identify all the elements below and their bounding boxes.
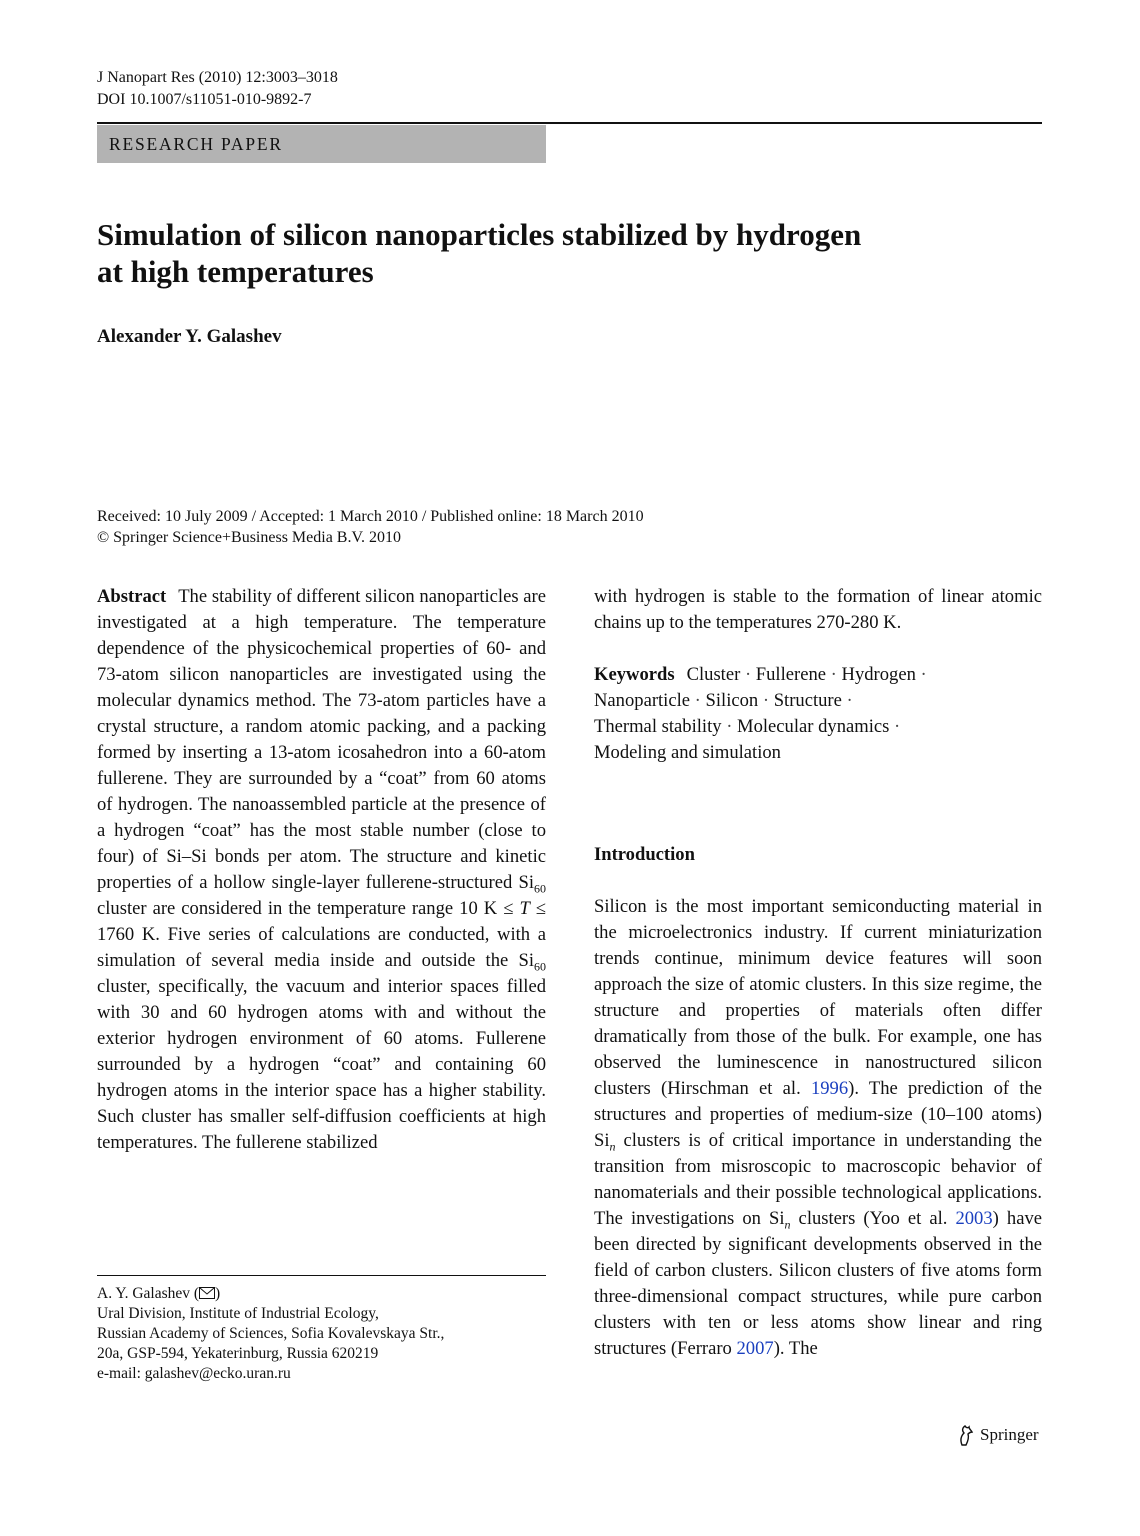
keyword: Cluster <box>686 664 741 685</box>
journal-citation: J Nanopart Res (2010) 12:3003–3018 <box>97 69 338 86</box>
keyword: Silicon <box>705 690 759 711</box>
publication-history <box>97 506 644 548</box>
copyright: © Springer Science+Business Media B.V. 2010 <box>97 529 401 546</box>
title-line-2: at high temperatures <box>97 254 374 289</box>
footnote-author: A. Y. Galashev ( <box>97 1285 200 1302</box>
footnote-rule <box>97 1275 546 1276</box>
keyword: Nanoparticle <box>594 690 691 711</box>
publisher-name: Springer <box>980 1425 1039 1444</box>
abstract-label: Abstract <box>97 586 167 607</box>
affiliation-line: Ural Division, Institute of Industrial Ecology, <box>97 1305 379 1322</box>
keywords: Keywords Cluster · Fullerene · Hydrogen · Nanoparticle · Silicon · Structure · Thermal stability · Molecular dynamics · Modeling and simulation <box>594 664 927 763</box>
introduction-heading: Introduction <box>594 844 695 865</box>
doi: DOI 10.1007/s11051-010-9892-7 <box>97 91 312 108</box>
citation-link[interactable]: 1996 <box>810 1078 849 1099</box>
keyword: Thermal stability <box>594 716 722 737</box>
keyword: Modeling and simulation <box>594 742 781 763</box>
header-rule <box>97 122 1042 124</box>
keyword: Hydrogen <box>841 664 916 685</box>
envelope-icon <box>199 1287 215 1299</box>
affiliation-line: Russian Academy of Sciences, Sofia Kovalevskaya Str., <box>97 1325 445 1342</box>
title-line-1: Simulation of silicon nanoparticles stabilized by hydrogen <box>97 217 862 252</box>
journal-header <box>97 67 338 111</box>
abstract: Abstract The stability of different silicon nanoparticles are investigated at a high temperature. The temperature dependence of the physicochemical properties of 60- and 73-atom silicon nanoparticles are investigated using the molecular dynamics method. The 73-atom particles have a crystal structure, a random atomic packing, and a packing formed by inserting a 13-atom icosahedron into a 60-atom fullerene. They are surrounded by a “coat” from 60 atoms of hydrogen. The nanoassembled particle at the presence of a hydrogen “coat” has the most stable number (close to four) of Si–Si bonds per atom. The structure and kinetic properties of a hollow single-layer fullerene-structured $Si_{60}$ cluster are considered in the temperature range 10 K ≤ T ≤ 1760 K. Five series of calculations are conducted, with a simulation of several media inside and outside the $Si_{60}$ cluster, specifically, the vacuum and interior spaces filled with 30 and 60 hydrogen atoms with and without the exterior hydrogen environment of 60 atoms. Fullerene surrounded by a hydrogen “coat” and containing 60 hydrogen atoms in the interior space has a higher stability. Such cluster has smaller self-diffusion coefficients at high temperatures. The fullerene stabilized <box>97 586 547 1153</box>
abstract-continued: with hydrogen is stable to the formation of linear atomic chains up to the temperatures 270-280 K. <box>594 586 1042 633</box>
paper-title <box>97 216 997 290</box>
springer-horse-icon <box>956 1424 976 1446</box>
citation-link[interactable]: 2003 <box>955 1208 993 1229</box>
keywords-label: Keywords <box>594 664 675 685</box>
keyword: Fullerene <box>755 664 827 685</box>
publisher-logo <box>956 1424 1039 1446</box>
history-dates: Received: 10 July 2009 / Accepted: 1 March 2010 / Published online: 18 March 2010 <box>97 508 644 525</box>
keyword: Molecular dynamics <box>737 716 890 737</box>
affiliation-line: 20a, GSP-594, Yekaterinburg, Russia 620219 <box>97 1345 379 1362</box>
keyword: Structure <box>773 690 842 711</box>
citation-link[interactable]: 2007 <box>736 1338 774 1359</box>
article-type-badge: RESEARCH PAPER <box>97 125 546 163</box>
author-affiliation: A. Y. Galashev ( ) Ural Division, Institute of Industrial Ecology, Russian Academy of Sciences, Sofia Kovalevskaya Str., 20a, GSP-594, Yekaterinburg, Russia 620219 e-mail: galashev@ecko.uran.ru <box>97 1285 445 1382</box>
author-name: Alexander Y. Galashev <box>97 326 282 347</box>
right-column <box>594 584 1042 1359</box>
left-column <box>97 584 546 1156</box>
author-email: e-mail: galashev@ecko.uran.ru <box>97 1365 291 1382</box>
introduction-text: Silicon is the most important semiconducting material in the microelectronics industry. If current miniaturization trends continue, minimum device features will soon approach the size of atomic clusters. In this size regime, the structure and properties of materials often differ dramatically from those of the bulk. For example, one has observed the luminescence in nanostructured silicon clusters (Hirschman et al. 1996). The prediction of the structures and properties of medium-size (10–100 atoms) $Si_n$ clusters is of critical importance in understanding the transition from misroscopic to macroscopic behavior of nanomaterials and their possible technological applications. The investigations on $Si_n$ clusters (Yoo et al. 2003) have been directed by significant developments observed in the field of carbon clusters. Silicon clusters of five atoms form three-dimensional compact structures, while pure carbon clusters with ten or less atoms show linear and ring structures (Ferraro 2007). The <box>594 896 1042 1359</box>
